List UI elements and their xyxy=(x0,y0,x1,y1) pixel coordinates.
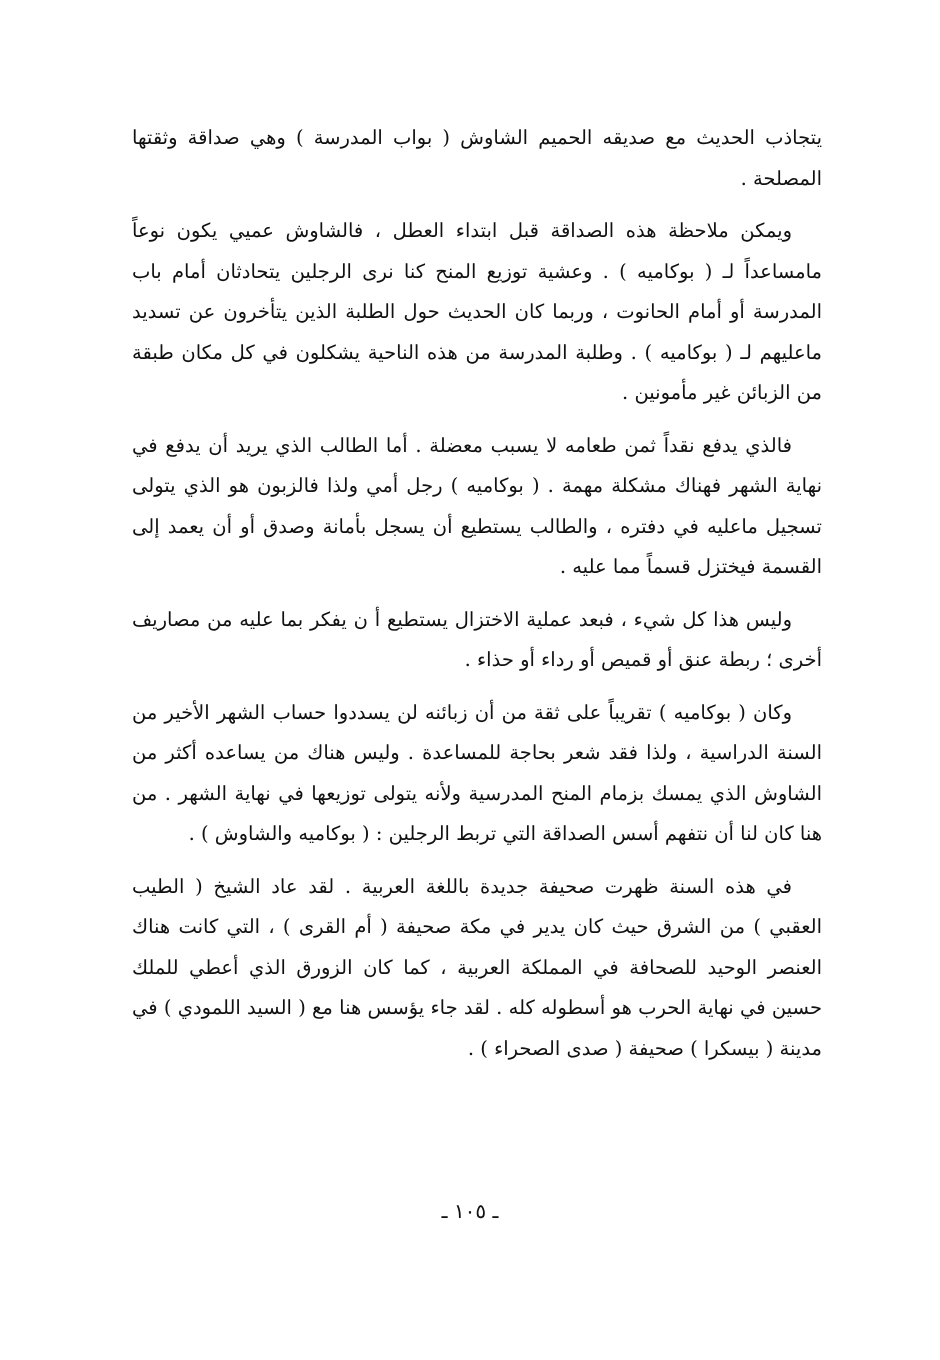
paragraph: وكان ( بوكاميه ) تقريباً على ثقة من أن زبائنه لن يسددوا حساب الشهر الأخير من السنة الدراسية ، ولذا فقد شعر بحاجة للمساعدة . وليس هناك من يساعده أكثر من الشاوش الذي يمسك بزمام المنح المدرسية ولأنه يتولى توزيعها في نهاية الشهر . من هنا كان لنا أن نتفهم أسس الصداقة التي تربط الرجلين : ( بوكاميه والشاوش ) . xyxy=(132,700,822,845)
page-number: ـ ١٠٥ ـ xyxy=(441,1199,499,1223)
paragraph: في هذه السنة ظهرت صحيفة جديدة باللغة العربية . لقد عاد الشيخ ( الطيب العقبي ) من الشرق حيث كان يدير في مكة صحيفة ( أم القرى ) ، التي كانت هناك العنصر الوحيد للصحافة في المملكة العربية ، كما كان الزورق الذي أعطي للملك حسين في نهاية الحرب هو أسطوله كله . لقد جاء يؤسس هنا مع ( السيد اللمودي ) في مدينة ( بيسكرا ) صحيفة ( صدى الصحراء ) . xyxy=(132,874,822,1060)
paragraph: وليس هذا كل شيء ، فبعد عملية الاختزال يستطيع أ ن يفكر بما عليه من مصاريف أخرى ؛ ربطة عنق أو قميص أو رداء أو حذاء . xyxy=(132,607,822,671)
body-text xyxy=(132,118,822,1069)
paragraph: ويمكن ملاحظة هذه الصداقة قبل ابتداء العطل ، فالشاوش عميي يكون نوعاً مامساعداً لـ ( بوكاميه ) . وعشية توزيع المنح كنا نرى الرجلين يتحادثان أمام باب المدرسة أو أمام الحانوت ، وربما كان الحديث حول الطلبة الذين يتأخرون عن تسديد ماعليهم لـ ( بوكاميه ) . وطلبة المدرسة من هذه الناحية يشكلون في كل مكان طبقة من الزبائن غير مأمونين . xyxy=(132,219,822,404)
paragraph: فالذي يدفع نقداً ثمن طعامه لا يسبب معضلة . أما الطالب الذي يريد أن يدفع في نهاية الشهر فهناك مشكلة مهمة . ( بوكاميه ) رجل أمي ولذا فالزبون هو الذي يتولى تسجيل ماعليه في دفتره ، والطالب يستطيع أن يسجل بأمانة وصدق أو أن يعمد إلى القسمة فيختزل قسماً مما عليه . xyxy=(132,433,822,578)
paragraph-continuation: يتجاذب الحديث مع صديقه الحميم الشاوش ( بواب المدرسة ) وهي صداقة وثقتها المصلحة . xyxy=(132,126,822,190)
